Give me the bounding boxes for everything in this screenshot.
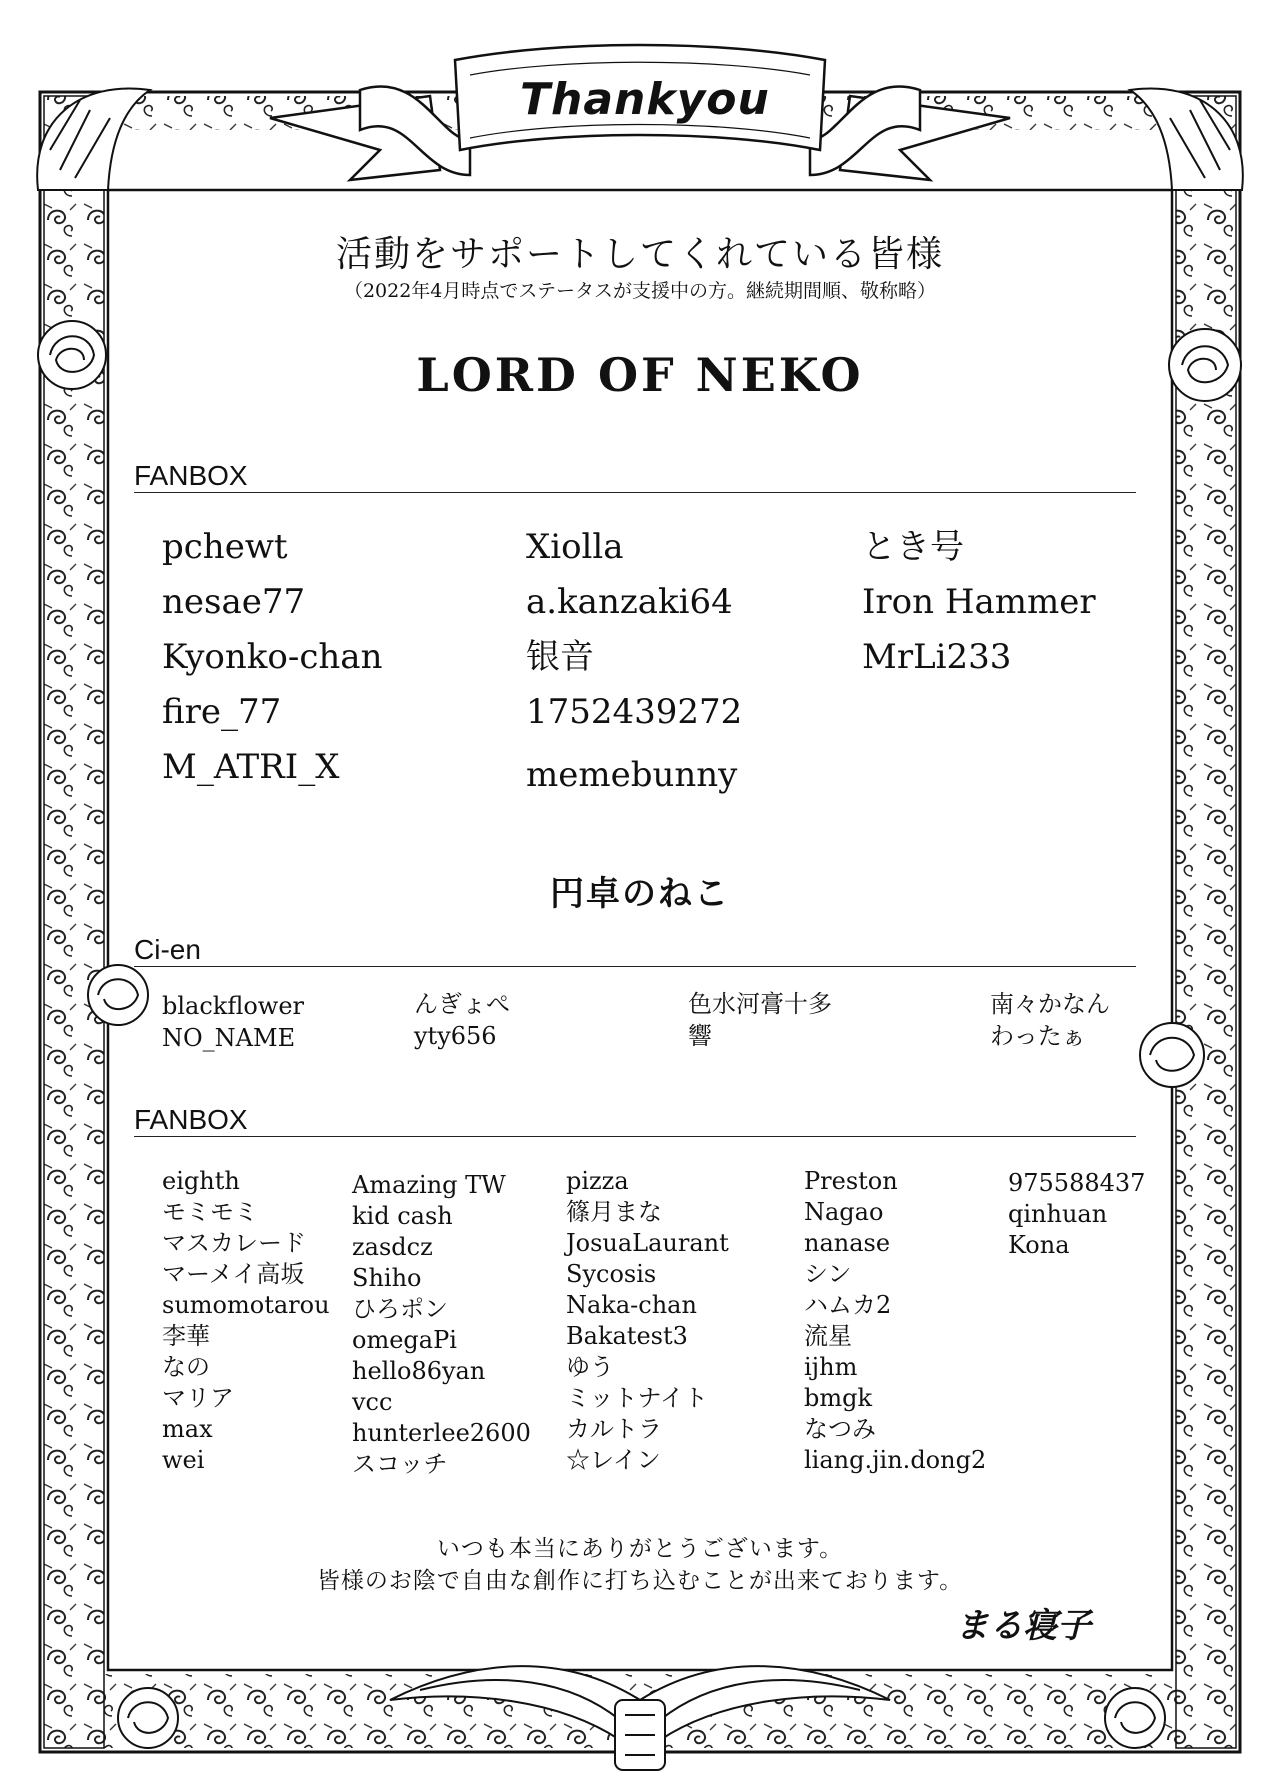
- ci-en-column-1: [162, 990, 304, 1054]
- author-signature: まる寝子: [955, 1606, 1091, 1646]
- list-item: zasdcz: [352, 1233, 433, 1261]
- list-item: 1752439272: [526, 692, 743, 732]
- ribbon-thankyou-text: Thankyou: [520, 74, 770, 125]
- group1-column-1: [162, 520, 382, 795]
- group2-ci-en-label: Ci-en: [134, 934, 201, 965]
- list-item: sumomotarou: [162, 1291, 330, 1319]
- list-item: wei: [162, 1446, 205, 1474]
- list-item: Kona: [1008, 1231, 1070, 1259]
- list-item: Shiho: [352, 1264, 422, 1292]
- list-item: んぎょぺ: [414, 990, 510, 1018]
- list-item: hello86yan: [352, 1357, 486, 1385]
- list-item: わったぁ: [990, 1022, 1086, 1050]
- list-item: 流星: [804, 1322, 852, 1350]
- list-item: 篠月まな: [566, 1198, 662, 1226]
- list-item: yty656: [414, 1022, 497, 1050]
- list-item: Amazing TW: [352, 1171, 506, 1199]
- list-item: モミモミ: [162, 1198, 258, 1226]
- rose-left-bottom: [118, 1688, 178, 1748]
- ci-en-column-4: [990, 988, 1110, 1052]
- group1-divider: [134, 492, 1136, 493]
- list-item: Xiolla: [526, 527, 624, 567]
- list-item: memebunny: [526, 755, 738, 795]
- list-item: Kyonko-chan: [162, 637, 383, 677]
- page-title: 活動をサポートしてくれている皆様: [335, 234, 944, 275]
- fanbox2-column-5: [1008, 1168, 1145, 1261]
- ci-en-column-3: [688, 988, 832, 1052]
- group1-column-2: [526, 520, 742, 803]
- list-item: 色水河膏十多: [688, 990, 832, 1018]
- list-item: max: [162, 1415, 213, 1443]
- fanbox2-column-1: [162, 1166, 330, 1476]
- list-item: liang.jin.dong2: [804, 1446, 987, 1474]
- list-item: JosuaLaurant: [566, 1229, 729, 1257]
- list-item: NO_NAME: [162, 1024, 296, 1052]
- list-item: Nagao: [804, 1198, 884, 1226]
- list-item: シン: [804, 1260, 852, 1288]
- list-item: omegaPi: [352, 1326, 457, 1354]
- list-item: kid cash: [352, 1202, 453, 1230]
- group2-title: 円卓のねこ: [550, 874, 730, 914]
- list-item: なつみ: [804, 1415, 876, 1443]
- list-item: なの: [162, 1353, 210, 1381]
- list-item: MrLi233: [862, 637, 1012, 677]
- list-item: 響: [688, 1022, 712, 1050]
- list-item: nesae77: [162, 582, 306, 622]
- list-item: とき号: [862, 527, 964, 567]
- group2-fanbox-label: FANBOX: [134, 1104, 248, 1135]
- list-item: ゆう: [566, 1353, 614, 1381]
- list-item: マリア: [162, 1384, 234, 1412]
- list-item: hunterlee2600: [352, 1419, 531, 1447]
- list-item: nanase: [804, 1229, 891, 1257]
- list-item: a.kanzaki64: [526, 582, 733, 622]
- list-item: カルトラ: [566, 1415, 662, 1443]
- closing-line-1: いつも本当にありがとうございます。: [436, 1536, 844, 1562]
- list-item: bmgk: [804, 1384, 873, 1412]
- list-item: Naka-chan: [566, 1291, 697, 1319]
- list-item: Bakatest3: [566, 1322, 688, 1350]
- list-item: ハムカ2: [804, 1291, 892, 1319]
- group2-fanbox-divider: [134, 1136, 1136, 1137]
- list-item: pchewt: [162, 527, 288, 567]
- list-item: 李華: [162, 1322, 210, 1350]
- group1-platform-label: FANBOX: [134, 460, 248, 491]
- group2-ci-en-divider: [134, 966, 1136, 967]
- fanbox2-column-2: [352, 1170, 531, 1480]
- list-item: Sycosis: [566, 1260, 657, 1288]
- list-item: マスカレード: [162, 1229, 306, 1257]
- list-item: マーメイ高坂: [162, 1260, 305, 1288]
- list-item: Preston: [804, 1167, 898, 1195]
- list-item: 975588437: [1008, 1169, 1146, 1197]
- rose-right-mid: [1140, 1023, 1204, 1087]
- list-item: 银音: [526, 637, 594, 677]
- list-item: pizza: [566, 1167, 629, 1195]
- list-item: fire_77: [162, 692, 282, 732]
- list-item: 南々かなん: [990, 990, 1110, 1018]
- list-item: ミットナイト: [566, 1384, 708, 1412]
- closing-line-2: 皆様のお陰で自由な創作に打ち込むことが出来ております。: [316, 1568, 964, 1594]
- list-item: M_ATRI_X: [162, 747, 340, 787]
- page-subtitle: （2022年4月時点でステータスが支援中の方。継続期間順、敬称略）: [343, 280, 937, 302]
- group1-column-3: [862, 520, 1096, 685]
- fanbox2-column-4: [804, 1166, 986, 1476]
- list-item: Iron Hammer: [862, 582, 1096, 622]
- list-item: ☆レイン: [566, 1446, 661, 1474]
- list-item: ijhm: [804, 1353, 858, 1381]
- rose-right-bottom: [1105, 1688, 1165, 1748]
- list-item: ひろポン: [352, 1295, 448, 1323]
- list-item: vcc: [352, 1388, 393, 1416]
- list-item: qinhuan: [1008, 1200, 1108, 1228]
- list-item: blackflower: [162, 992, 305, 1020]
- fanbox2-column-3: [566, 1166, 729, 1476]
- list-item: スコッチ: [352, 1450, 448, 1478]
- group1-title: LORD OF NEKO: [416, 348, 864, 402]
- list-item: eighth: [162, 1167, 240, 1195]
- rose-left-mid: [88, 965, 148, 1025]
- ci-en-column-2: [414, 988, 510, 1052]
